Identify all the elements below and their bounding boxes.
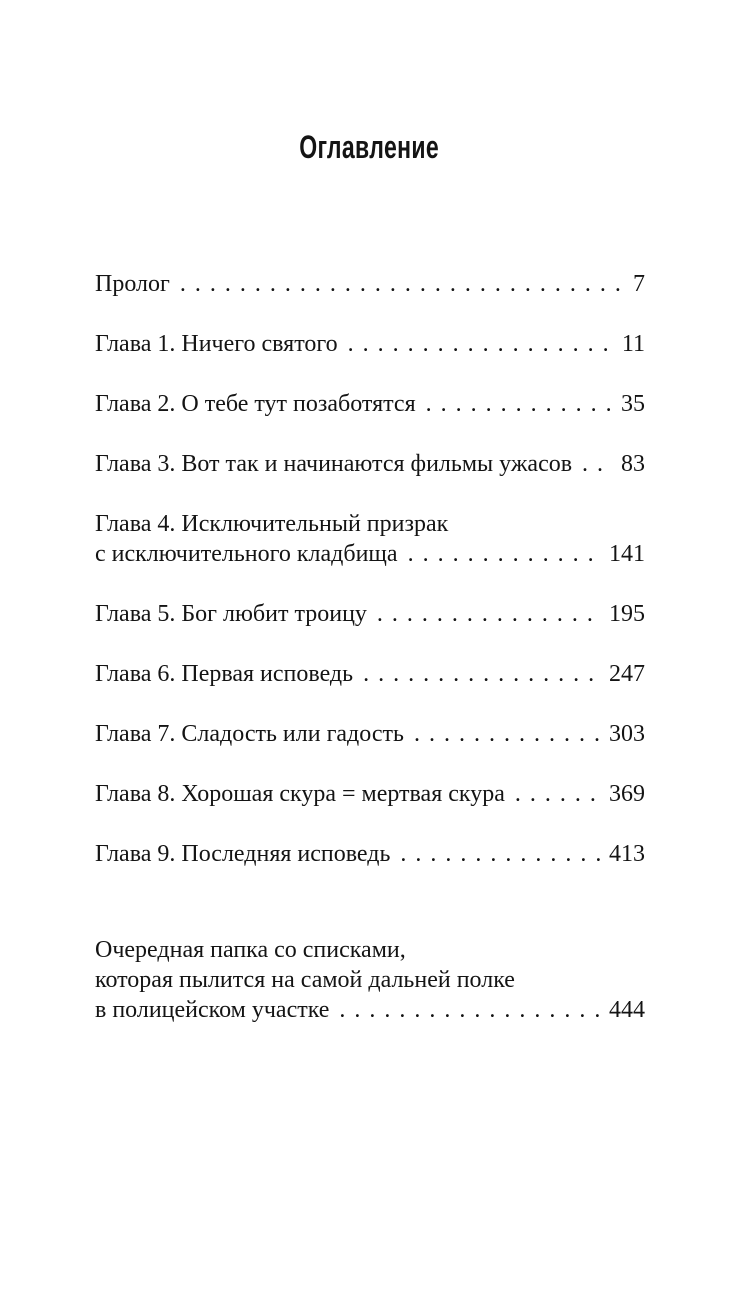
- toc-entry-text: с исключительного кладбища: [95, 541, 398, 567]
- toc-entry-row: [95, 269, 645, 299]
- dot-leader: [348, 329, 614, 359]
- toc-entry-text: Глава 8. Хорошая скура = мертвая скура: [95, 781, 505, 807]
- dot-leader: [582, 449, 613, 479]
- page-number: 195: [609, 601, 645, 627]
- dot-leader: [408, 539, 601, 569]
- toc-entry: [95, 659, 645, 689]
- page-title: Оглавление: [299, 129, 439, 165]
- toc-entry: [95, 839, 645, 869]
- toc-entry: [95, 389, 645, 419]
- toc-entry: [95, 719, 645, 749]
- toc-entry-text: Глава 6. Первая исповедь: [95, 661, 354, 687]
- dot-leader: [363, 659, 601, 689]
- toc-entry-text-line: которая пылится на самой дальней полке: [95, 967, 515, 993]
- page-number: 303: [609, 721, 645, 747]
- toc-entry-row: [95, 599, 645, 629]
- toc-entry-row: [95, 659, 645, 689]
- toc-entry: [95, 599, 645, 629]
- toc-entry-row: [95, 779, 645, 809]
- toc-entry: [95, 269, 645, 299]
- page-number: 413: [609, 841, 645, 867]
- page-number: 7: [633, 271, 645, 297]
- dot-leader: [515, 779, 601, 809]
- page-number: 35: [621, 391, 645, 417]
- dot-leader: [400, 839, 601, 869]
- toc-entry-text-line: Глава 4. Исключительный призрак: [95, 511, 449, 537]
- toc-entry-text-line: Очередная папка со списками,: [95, 937, 406, 963]
- toc-entry-row: [95, 449, 645, 479]
- toc-entry-text: Глава 3. Вот так и начинаются фильмы ужасов: [95, 451, 573, 477]
- page-number: 369: [609, 781, 645, 807]
- toc-entry-row: [95, 389, 645, 419]
- toc-entry-row: [95, 539, 645, 569]
- toc-entry-text: Глава 2. О тебе тут позаботятся: [95, 391, 416, 417]
- toc-entry-row: [95, 839, 645, 869]
- dot-leader: [339, 995, 601, 1025]
- toc-entry-row: [95, 329, 645, 359]
- toc-entry: [95, 779, 645, 809]
- toc-entry-text: Глава 7. Сладость или гадость: [95, 721, 404, 747]
- toc-entry-text: Глава 1. Ничего святого: [95, 331, 338, 357]
- page-number: 11: [621, 331, 645, 357]
- toc-entry-text: Пролог: [95, 271, 170, 297]
- page-number: 83: [621, 451, 645, 477]
- toc-entry-text: в полицейском участке: [95, 997, 330, 1023]
- toc-entry: [95, 449, 645, 479]
- toc-entry: [95, 509, 645, 569]
- dot-leader: [180, 269, 625, 299]
- toc-entry: [95, 329, 645, 359]
- toc-entry-row: [95, 719, 645, 749]
- toc-appendix-entry: [95, 935, 645, 1025]
- dot-leader: [426, 389, 613, 419]
- toc-list: [95, 163, 645, 1025]
- toc-entry-text: Глава 9. Последняя исповедь: [95, 841, 391, 867]
- page-header: [0, 131, 738, 163]
- dot-leader: [377, 599, 601, 629]
- toc-entry-text: Глава 5. Бог любит троицу: [95, 601, 367, 627]
- dot-leader: [414, 719, 601, 749]
- page-number: 444: [609, 997, 645, 1023]
- toc-entry-row: [95, 995, 645, 1025]
- page-number: 247: [609, 661, 645, 687]
- page-number: 141: [609, 541, 645, 567]
